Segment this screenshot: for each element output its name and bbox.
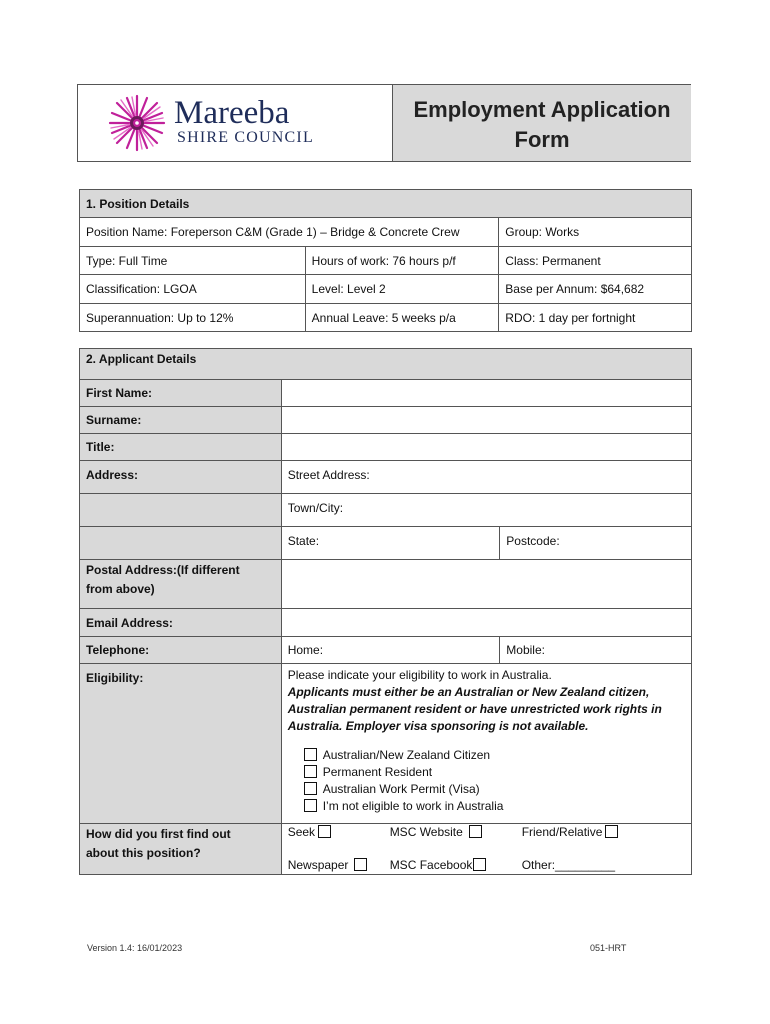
applicant-details-table (79, 348, 692, 875)
street-address-field[interactable]: Street Address: (281, 461, 691, 494)
position-details-heading: 1. Position Details (80, 190, 692, 218)
eligibility-option[interactable] (304, 747, 685, 764)
title-box (392, 85, 691, 161)
eligibility-option-label: Australian/New Zealand Citizen (322, 748, 491, 762)
town-city-field[interactable]: Town/City: (281, 494, 691, 527)
mobile-phone-field[interactable]: Mobile: (500, 637, 692, 664)
position-name: Position Name: Foreperson C&M (Grade 1) – Bridge & Concrete Crew (80, 218, 499, 247)
logo-name: Mareeba (174, 95, 290, 131)
eligibility-note-line2: Australian permanent resident or have unrestricted work rights in (287, 702, 662, 716)
postal-address-field[interactable] (281, 560, 691, 609)
postal-address-label-line1: Postal Address:(If different (86, 563, 240, 577)
header-box (77, 84, 691, 162)
logo (78, 85, 392, 161)
source-seek-label: Seek (287, 825, 316, 839)
eligibility-cell (281, 664, 691, 824)
postal-address-label (80, 560, 282, 609)
logo-subtitle: SHIRE COUNCIL (177, 129, 314, 146)
eligibility-options (304, 747, 685, 815)
position-details-table (79, 189, 692, 332)
position-annual-leave: Annual Leave: 5 weeks p/a (305, 304, 499, 332)
checkbox-icon[interactable] (304, 782, 317, 795)
flower-logo-icon (108, 94, 166, 152)
surname-label: Surname: (80, 407, 282, 434)
eligibility-option-label: Australian Work Permit (Visa) (322, 782, 480, 796)
position-superannuation: Superannuation: Up to 12% (80, 304, 306, 332)
eligibility-option[interactable] (304, 781, 685, 798)
source-friend-label: Friend/Relative (521, 825, 603, 839)
email-field[interactable] (281, 609, 691, 637)
source-option-friend[interactable] (522, 825, 619, 839)
checkbox-icon[interactable] (318, 825, 331, 838)
checkbox-icon[interactable] (469, 825, 482, 838)
position-class: Class: Permanent (499, 247, 692, 275)
eligibility-note-line1: Applicants must either be an Australian or New Zealand citizen, (287, 685, 650, 699)
title-label: Title: (80, 434, 282, 461)
checkbox-icon[interactable] (605, 825, 618, 838)
postal-address-label-line2: from above) (86, 582, 155, 596)
footer-code: 051-HRT (590, 943, 627, 953)
source-msc-website-label: MSC Website (389, 825, 463, 839)
surname-field[interactable] (281, 407, 691, 434)
source-option-msc-facebook[interactable] (390, 858, 487, 872)
position-level: Level: Level 2 (305, 275, 499, 304)
position-type: Type: Full Time (80, 247, 306, 275)
checkbox-icon[interactable] (304, 765, 317, 778)
address-label-continued (80, 494, 282, 527)
eligibility-label: Eligibility: (80, 664, 282, 824)
position-base-salary: Base per Annum: $64,682 (499, 275, 692, 304)
source-label (80, 824, 282, 875)
source-label-line1: How did you first find out (86, 827, 231, 841)
source-msc-facebook-label: MSC Facebook (389, 858, 473, 872)
checkbox-icon[interactable] (304, 799, 317, 812)
eligibility-option[interactable] (304, 798, 685, 815)
postcode-field[interactable]: Postcode: (500, 527, 692, 560)
source-option-msc-website[interactable] (390, 825, 482, 839)
state-field[interactable]: State: (281, 527, 500, 560)
source-option-seek[interactable] (288, 825, 331, 839)
source-newspaper-label: Newspaper (287, 858, 349, 872)
position-rdo: RDO: 1 day per fortnight (499, 304, 692, 332)
position-group: Group: Works (499, 218, 692, 247)
eligibility-note (288, 684, 685, 735)
page-title-line2: Form (514, 127, 570, 152)
page-title (393, 95, 691, 155)
address-label: Address: (80, 461, 282, 494)
eligibility-option[interactable] (304, 764, 685, 781)
home-phone-field[interactable]: Home: (281, 637, 500, 664)
telephone-label: Telephone: (80, 637, 282, 664)
position-hours: Hours of work: 76 hours p/f (305, 247, 499, 275)
eligibility-option-label: Permanent Resident (322, 765, 433, 779)
eligibility-intro: Please indicate your eligibility to work in Australia. (287, 668, 552, 682)
checkbox-icon[interactable] (354, 858, 367, 871)
email-label: Email Address: (80, 609, 282, 637)
first-name-label: First Name: (80, 380, 282, 407)
eligibility-note-line3: Australia. Employer visa sponsoring is not available. (287, 719, 589, 733)
checkbox-icon[interactable] (473, 858, 486, 871)
source-options-cell (281, 824, 691, 875)
title-field[interactable] (281, 434, 691, 461)
eligibility-option-label: I’m not eligible to work in Australia (322, 799, 504, 813)
first-name-field[interactable] (281, 380, 691, 407)
source-label-line2: about this position? (86, 846, 201, 860)
source-option-other[interactable]: Other:_________ (521, 858, 616, 872)
page-title-line1: Employment Application (413, 97, 671, 122)
footer-version: Version 1.4: 16/01/2023 (87, 943, 183, 953)
source-option-newspaper[interactable] (288, 858, 368, 872)
address-label-continued-2 (80, 527, 282, 560)
checkbox-icon[interactable] (304, 748, 317, 761)
position-classification: Classification: LGOA (80, 275, 306, 304)
applicant-details-heading: 2. Applicant Details (80, 349, 692, 380)
